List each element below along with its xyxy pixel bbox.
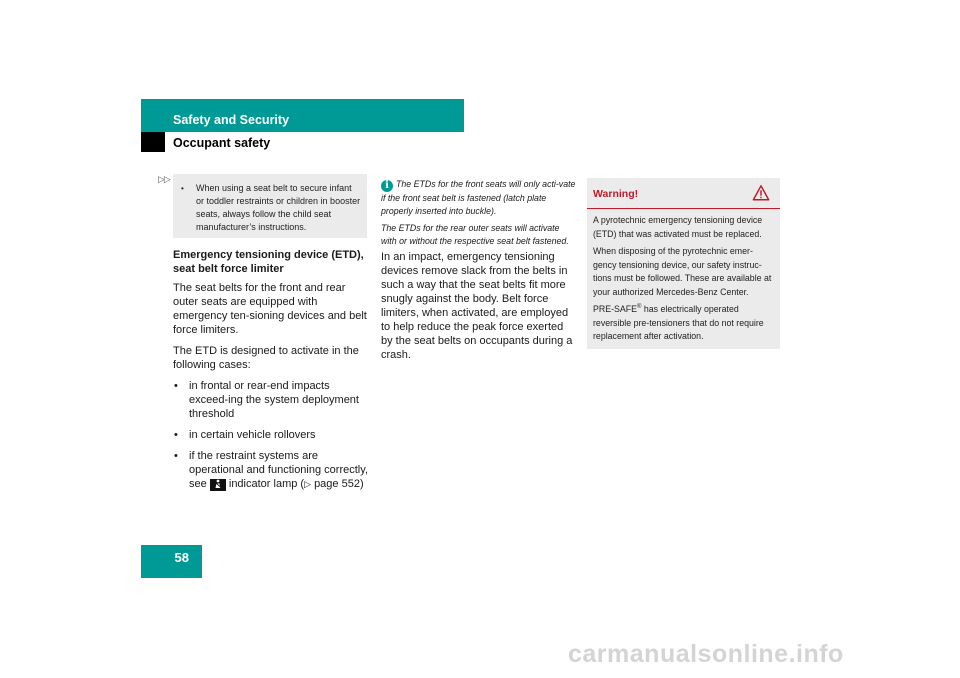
registered-mark: ® xyxy=(637,304,642,311)
see-label: see xyxy=(189,478,207,490)
info-note-paragraph-1 xyxy=(381,178,576,218)
section-title: Safety and Security xyxy=(173,113,290,127)
bullet-icon: • xyxy=(174,429,178,441)
main-column xyxy=(173,248,369,498)
continued-marker: ▷▷ xyxy=(158,174,170,184)
warning-paragraph-3 xyxy=(593,303,774,344)
info-note-text-2: The ETDs for the rear outer seats will activate with or without the respective seat belt fastened. xyxy=(381,223,569,246)
etd-paragraph-2: The ETD is designed to activate in the following cases: xyxy=(173,345,359,371)
bullet-icon: • xyxy=(174,380,178,392)
indicator-lamp-label: indicator lamp ( xyxy=(228,478,305,490)
warning-paragraph-3-text: has electrically operated reversible pre-tensioners that do not require replacement after activation. xyxy=(593,304,764,341)
etd-function-paragraph: In an impact, emergency tensioning devices remove slack from the belts in such a way that the seat belts fit more snugly against the body. Belt force limiters, when activated, are employed to help reduce the peak force exerted by the seat belts on occupants during a crash. xyxy=(381,251,573,361)
page-reference-link[interactable]: page 552) xyxy=(314,478,364,490)
warning-body xyxy=(587,209,780,344)
page-reference-arrow-icon: ▷ xyxy=(304,479,311,489)
warning-title: Warning! xyxy=(593,188,639,200)
list-item xyxy=(173,449,369,491)
page-number-box xyxy=(141,545,202,578)
warning-header xyxy=(587,178,780,209)
child-seat-note-text: When using a seat belt to secure infant or toddler restraints or children in booster seats, always follow the child seat manufacturer’s instructions. xyxy=(196,183,361,232)
activation-cases-list xyxy=(173,379,369,491)
info-note xyxy=(381,178,576,252)
list-item xyxy=(173,428,369,442)
watermark: carmanualsonline.info xyxy=(568,640,844,668)
info-note-text-1: The ETDs for the front seats will only acti-vate if the front seat belt is fastened (latch plate properly inserted into buckle). xyxy=(381,179,576,216)
pre-safe-brand: PRE-SAFE xyxy=(593,304,637,314)
list-item-text: if the restraint systems are operational and functioning correctly, xyxy=(189,450,368,476)
etd-paragraph-1: The seat belts for the front and rear outer seats are equipped with emergency ten-sioning devices and belt force limiters. xyxy=(173,282,367,336)
child-seat-note-box xyxy=(173,174,367,238)
seat-belt-lamp-icon xyxy=(210,479,226,491)
header-marker-block xyxy=(141,132,165,152)
warning-box xyxy=(587,178,780,349)
warning-triangle-icon xyxy=(752,184,770,202)
bullet-icon: • xyxy=(181,184,184,193)
list-item xyxy=(173,379,369,421)
info-icon: i xyxy=(381,180,393,192)
subsection-title: Occupant safety xyxy=(173,136,271,150)
list-item-text: in frontal or rear-end impacts exceed-ing the system deployment threshold xyxy=(189,380,359,420)
list-item-text: in certain vehicle rollovers xyxy=(189,429,316,441)
etd-heading: Emergency tensioning device (ETD), seat belt force limiter xyxy=(173,249,364,275)
bullet-icon: • xyxy=(174,450,178,462)
warning-paragraph-2: When disposing of the pyrotechnic emer-gency tensioning device, our safety instruc-tions must be followed. These are available at your authorized Mercedes-Benz Center. xyxy=(593,246,772,297)
page-number: 58 xyxy=(174,550,189,565)
warning-paragraph-1: A pyrotechnic emergency tensioning device (ETD) that was activated must be replaced. xyxy=(593,215,763,239)
